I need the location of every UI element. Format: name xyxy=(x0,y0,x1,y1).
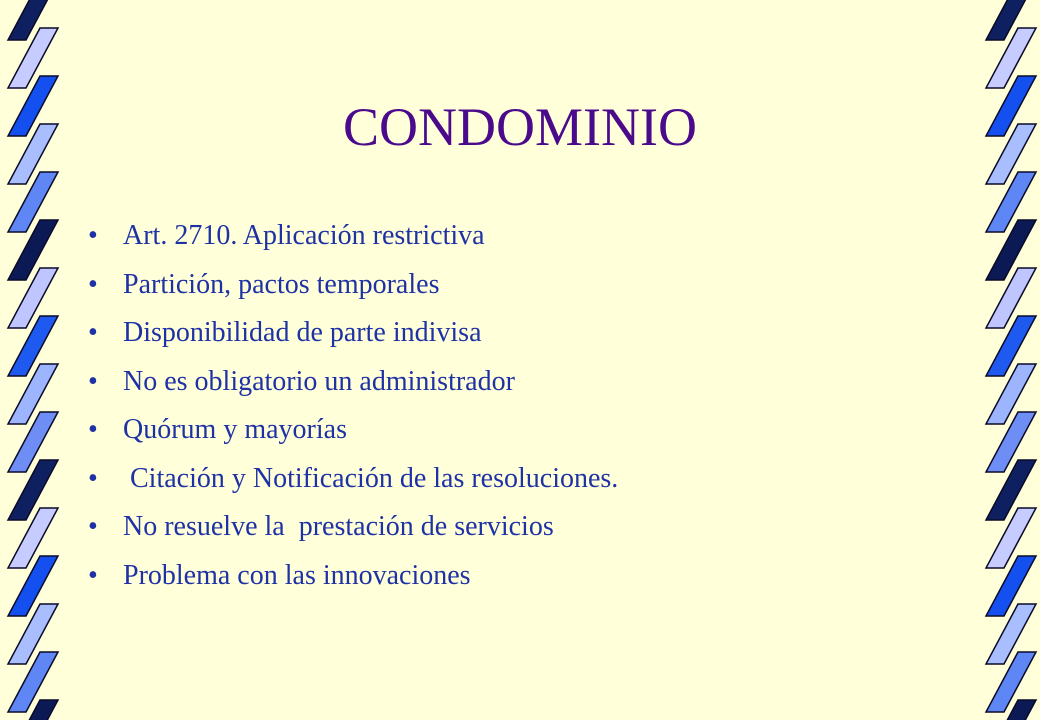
bullet-marker: • xyxy=(88,559,98,591)
bullet-text: Partición, pactos temporales xyxy=(123,268,440,300)
bullet-item xyxy=(88,212,618,261)
bullet-item xyxy=(88,358,618,407)
bullet-item xyxy=(88,406,618,455)
bullet-marker: • xyxy=(88,317,98,348)
bullet-text: Disponibilidad de parte indivisa xyxy=(123,317,482,348)
bullet-text: Quórum y mayorías xyxy=(123,414,347,445)
bullet-marker: • xyxy=(88,511,98,542)
slide-title: CONDOMINIO xyxy=(343,97,697,157)
bullet-marker: • xyxy=(88,414,98,445)
bullet-item xyxy=(88,503,618,552)
bullet-text: No es obligatorio un administrador xyxy=(123,365,515,397)
bullet-marker: • xyxy=(88,268,98,300)
bullet-text: No resuelve la prestación de servicios xyxy=(123,511,554,542)
bullet-item xyxy=(88,309,618,358)
bullet-marker: • xyxy=(88,462,98,494)
bullet-text: Citación y Notificación de las resoluciones. xyxy=(123,462,619,494)
bullet-marker: • xyxy=(88,365,98,397)
bullet-item xyxy=(88,261,618,310)
bullet-item xyxy=(88,455,618,504)
bullet-marker: • xyxy=(88,220,98,251)
bullet-item xyxy=(88,552,618,601)
bullet-text: Art. 2710. Aplicación restrictiva xyxy=(123,220,485,251)
bullet-text: Problema con las innovaciones xyxy=(123,559,471,591)
bullet-list xyxy=(88,212,618,600)
